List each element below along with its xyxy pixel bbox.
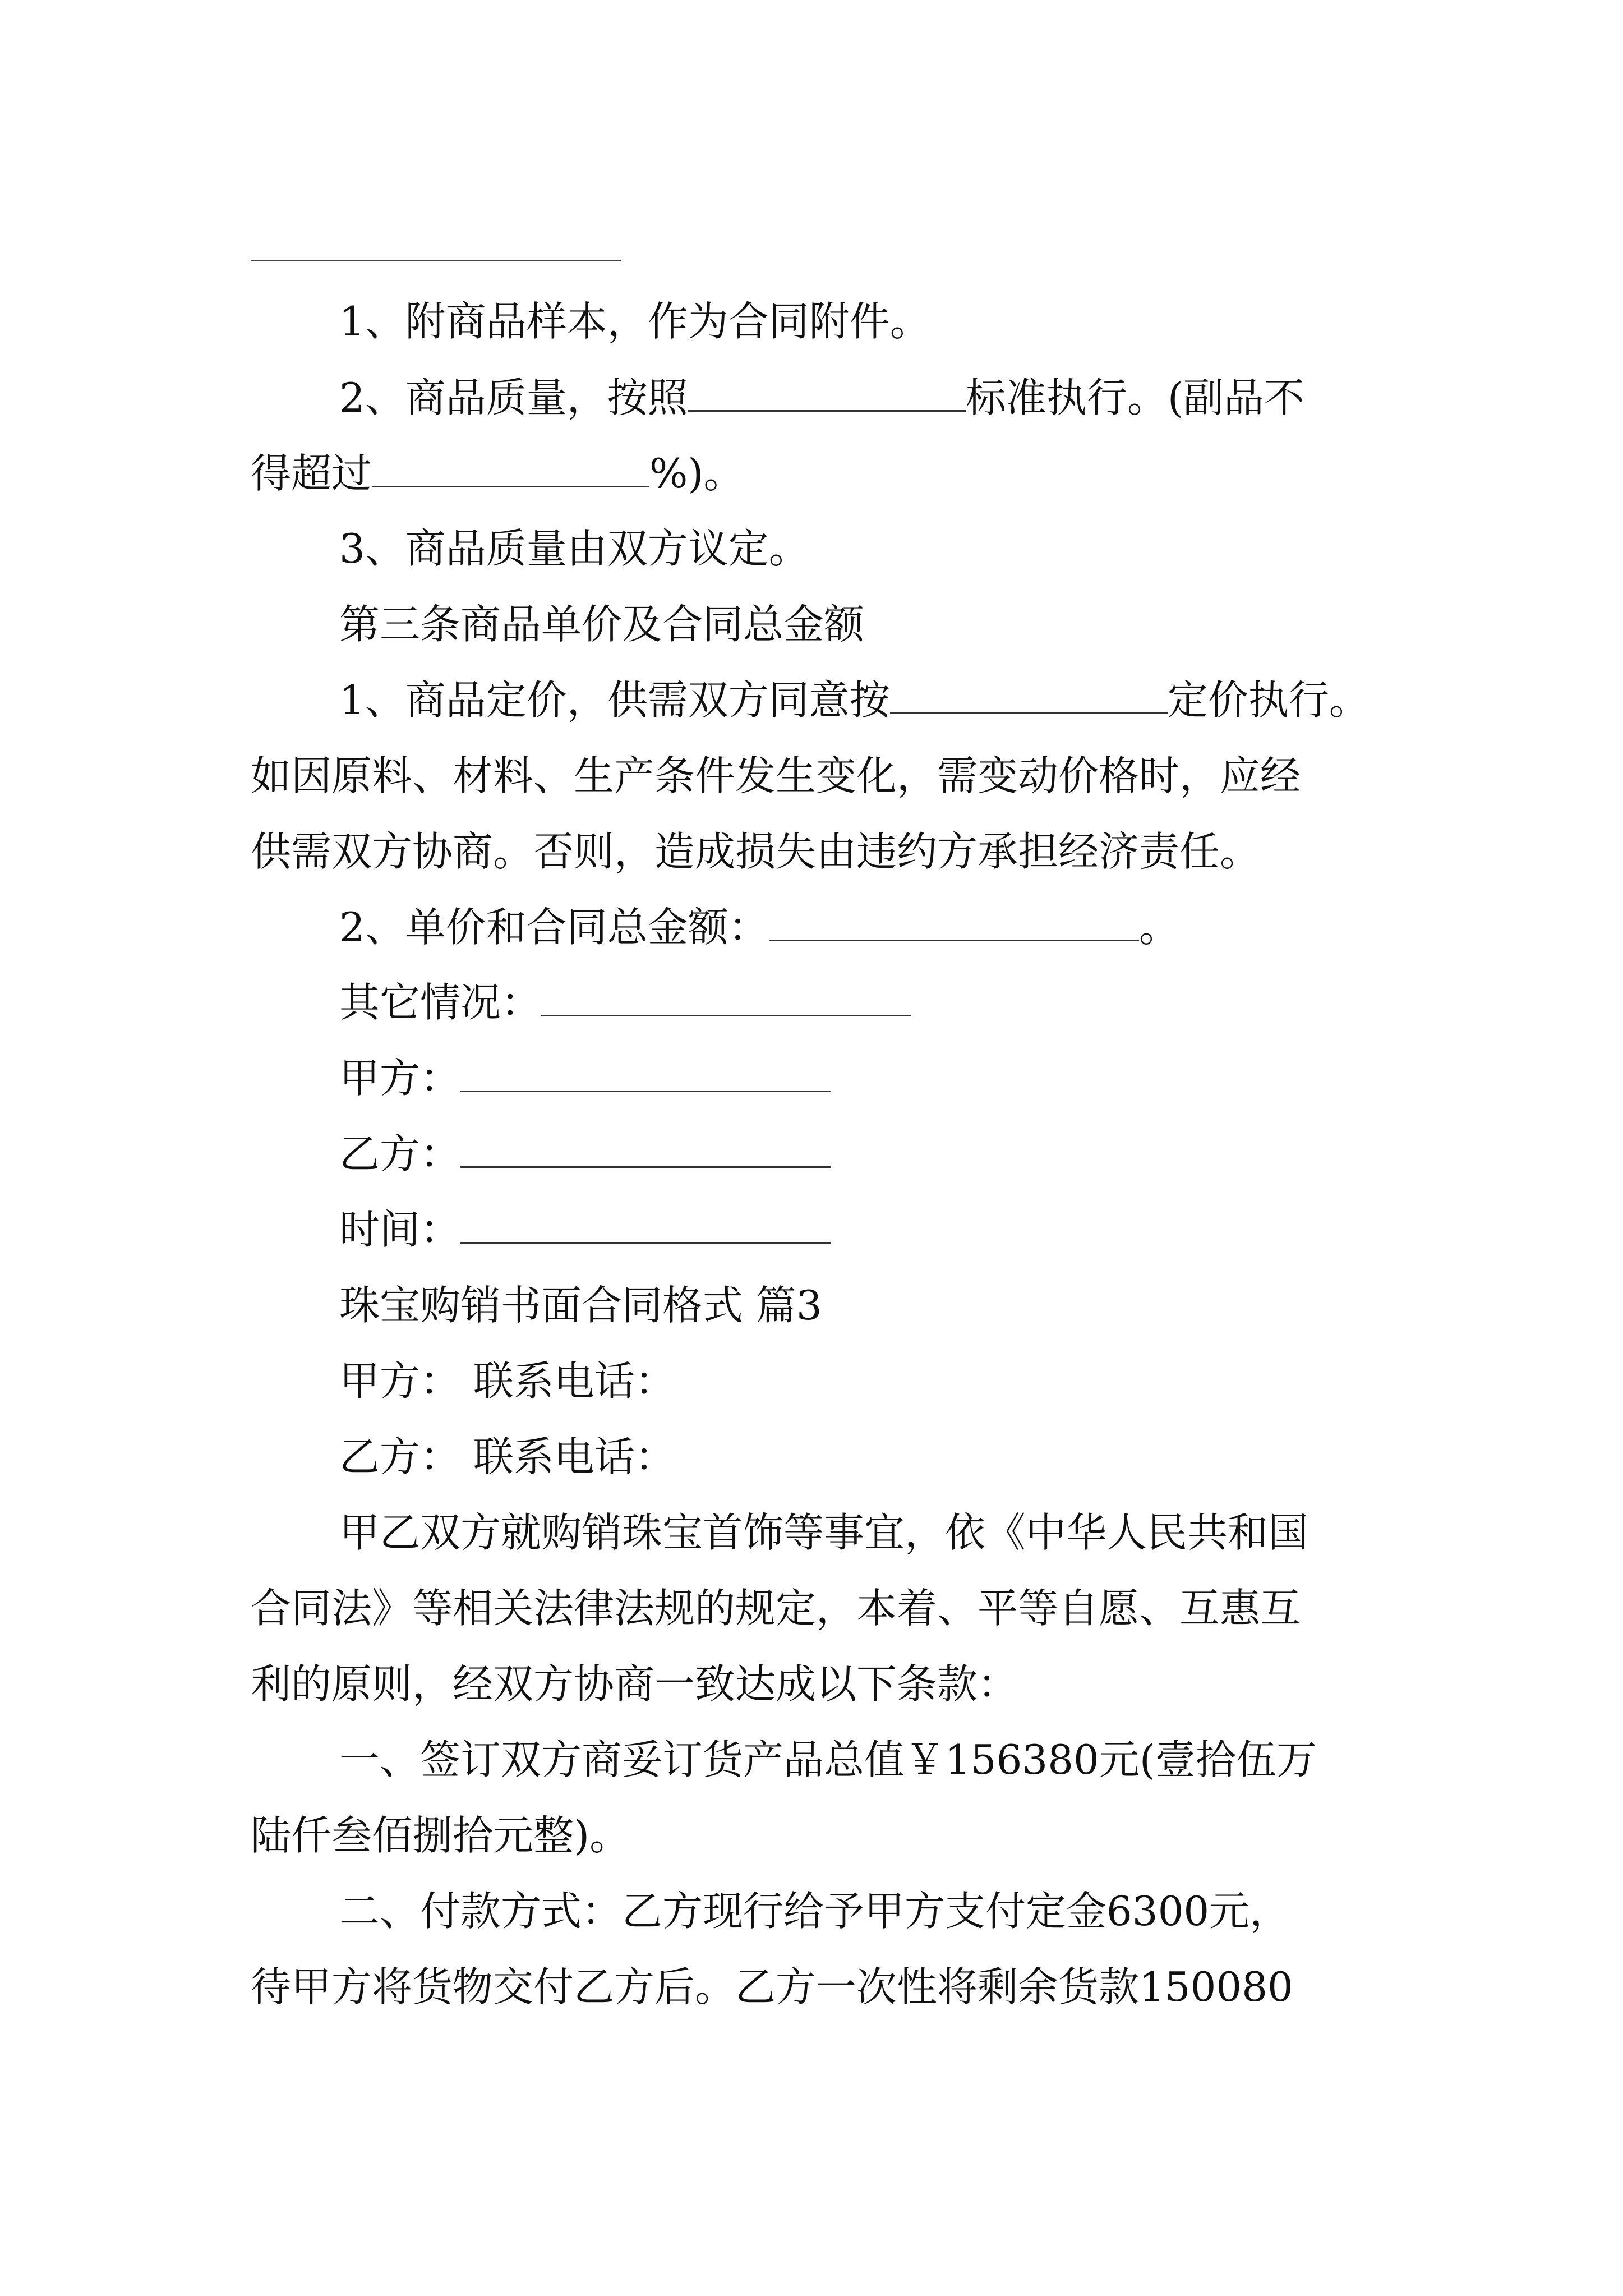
fill-in-blank	[460, 1130, 831, 1168]
paragraph-line	[251, 1810, 1384, 1861]
fill-in-blank	[688, 374, 966, 412]
paragraph-text: 一、签订双方商妥订货产品总值￥156380元(壹拾伍万	[339, 1736, 1317, 1783]
paragraph-line	[251, 1962, 1384, 2012]
clause-text: 。	[1138, 904, 1179, 951]
article-title	[339, 1280, 1384, 1331]
heading-text: 第三条商品单价及合同总金额	[339, 601, 865, 648]
clause-text: 供需双方协商。否则，造成损失由违约方承担经济责任。	[251, 828, 1261, 875]
section-heading	[339, 599, 1384, 650]
clause-text: 如因原料、材料、生产条件发生变化，需变动价格时，应经	[251, 752, 1301, 799]
field-label: 甲方：	[339, 1055, 461, 1102]
paragraph-line	[339, 1734, 1384, 1785]
field-label: 其它情况：	[339, 979, 542, 1026]
paragraph-text: 陆仟叁佰捌拾元整)。	[251, 1812, 630, 1859]
party-line	[339, 1432, 1384, 1482]
fill-in-blank	[372, 450, 649, 487]
clause-text: 得超过	[251, 450, 372, 497]
paragraph-text: 甲乙双方就购销珠宝首饰等事宜，依《中华人民共和国	[339, 1509, 1309, 1556]
paragraph-line	[339, 1886, 1384, 1936]
fill-in-blank	[890, 677, 1168, 714]
fill-in-blank	[460, 1206, 831, 1244]
clause-text: 2、单价和合同总金额：	[339, 904, 769, 951]
paragraph-line	[251, 1583, 1384, 1634]
title-text: 珠宝购销书面合同格式 篇3	[339, 1282, 822, 1329]
clause-text: 1、附商品样本，作为合同附件。	[339, 298, 930, 345]
clause-line	[339, 372, 1384, 423]
clause-text: 3、商品质量由双方议定。	[339, 525, 809, 572]
paragraph-line	[251, 1659, 1384, 1709]
field-line	[339, 1204, 1384, 1255]
clause-line	[339, 296, 1384, 347]
clause-line	[339, 523, 1384, 574]
party-text: 乙方： 联系电话：	[339, 1433, 675, 1480]
clause-line	[251, 448, 1384, 499]
field-line	[339, 1053, 1384, 1103]
paragraph-text: 合同法》等相关法律法规的规定，本着、平等自愿、互惠互	[251, 1585, 1301, 1632]
clause-line	[251, 826, 1384, 877]
party-text: 甲方： 联系电话：	[339, 1358, 675, 1405]
clause-line	[251, 751, 1384, 801]
clause-text: 1、商品定价，供需双方同意按	[339, 677, 890, 724]
clause-text: 2、商品质量，按照	[339, 374, 688, 421]
party-line	[339, 1356, 1384, 1406]
field-label: 乙方：	[339, 1130, 461, 1177]
clause-text: 定价执行。	[1167, 677, 1370, 724]
clause-line	[339, 675, 1384, 725]
paragraph-line	[339, 1507, 1384, 1558]
paragraph-text: 待甲方将货物交付乙方后。乙方一次性将剩余货款150080	[251, 1963, 1293, 2010]
paragraph-text: 二、付款方式：乙方现行给予甲方支付定金6300元，	[339, 1888, 1290, 1935]
fill-in-blank	[541, 979, 911, 1016]
clause-text: 标准执行。(副品不	[965, 374, 1304, 421]
clause-line	[339, 902, 1384, 953]
clause-text: %)。	[649, 450, 744, 497]
top-divider	[251, 260, 621, 261]
fill-in-blank	[460, 1055, 831, 1092]
fill-in-blank	[769, 904, 1139, 941]
field-line	[339, 1129, 1384, 1179]
paragraph-text: 利的原则，经双方协商一致达成以下条款：	[251, 1660, 1018, 1708]
field-line	[339, 977, 1384, 1028]
field-label: 时间：	[339, 1206, 461, 1253]
